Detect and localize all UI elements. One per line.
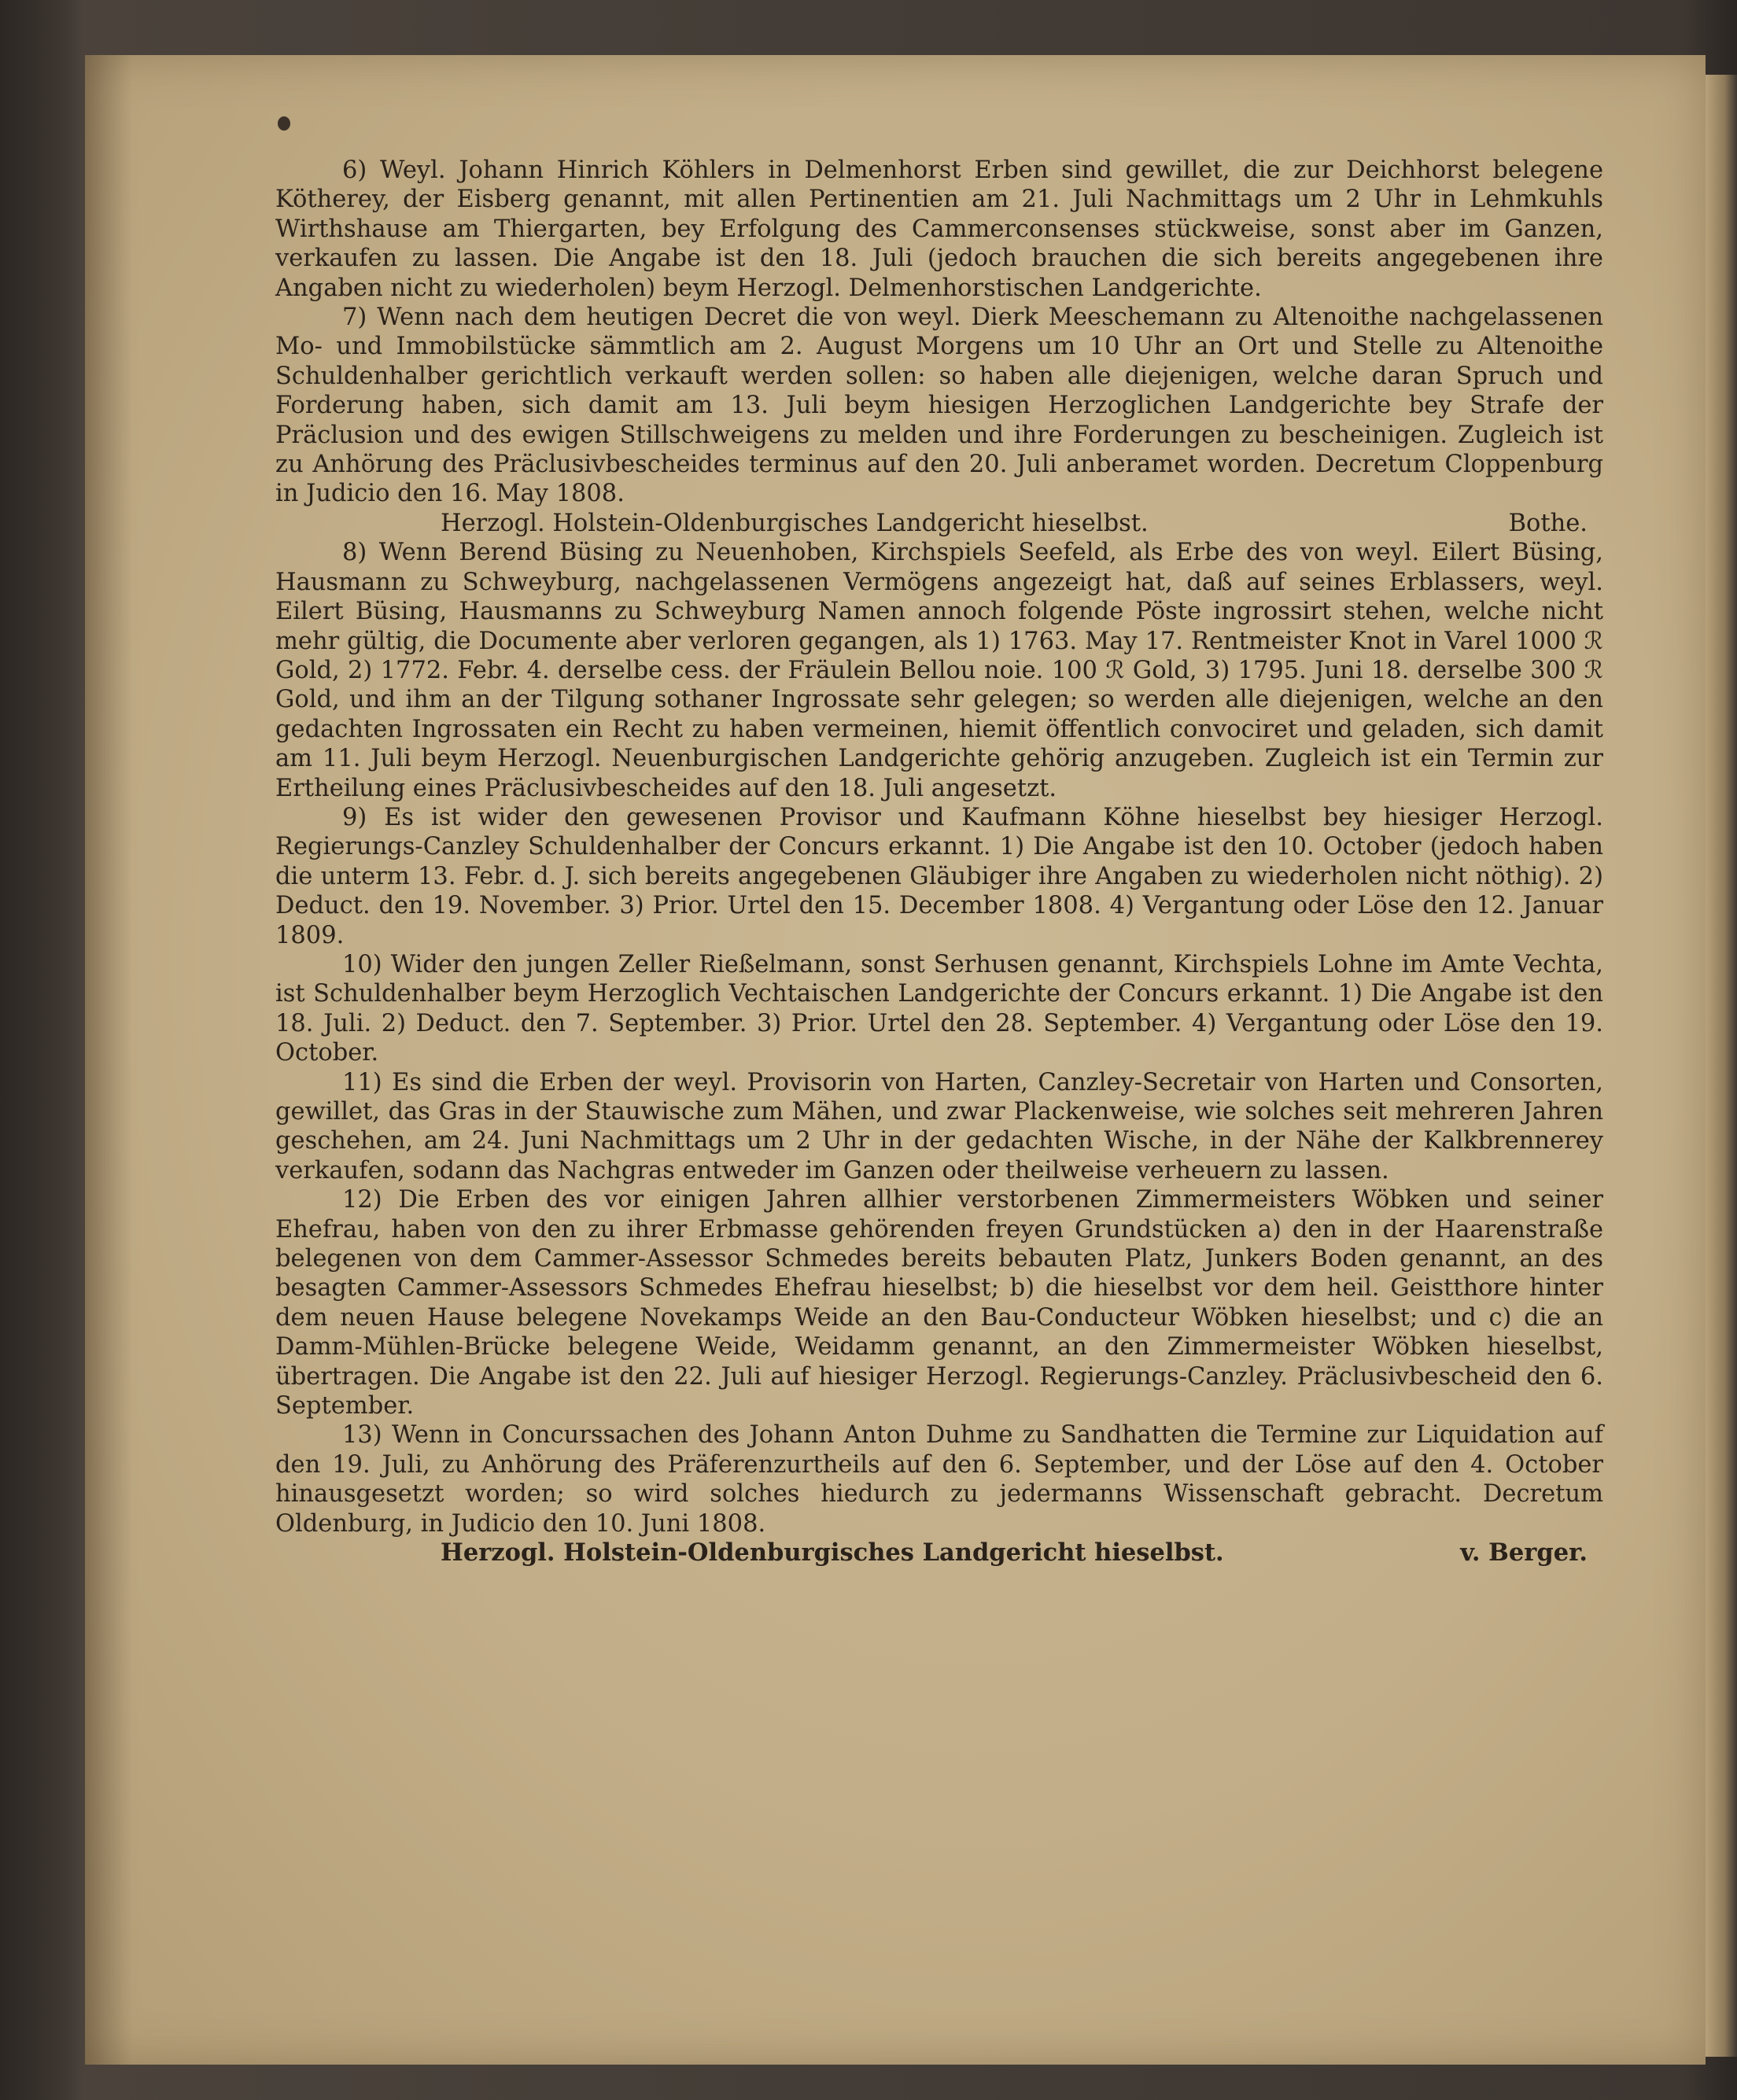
- paragraph-8: 8) Wenn Berend Büsing zu Neuenhoben, Kirchspiels Seefeld, als Erbe des von weyl. Eilert Büsing, Hausmann zu Schweyburg, nachgelassenen Vermögens angezeigt hat, daß auf seines Erblassers, weyl. Eilert Büsing, Hausmanns zu Schweyburg Namen annoch folgende Pöste ingrossirt stehen, welche nicht mehr gültig, die Documente aber verloren gegangen, als 1) 1763. May 17. Rentmeister Knot in Varel 1000 ℛ Gold, 2) 1772. Febr. 4. derselbe cess. der Fräulein Bellou noie. 100 ℛ Gold, 3) 1795. Juni 18. derselbe 300 ℛ Gold, und ihm an der Tilgung sothaner Ingrossate sehr gelegen; so werden alle diejenigen, welche an den gedachten Ingrossaten ein Recht zu haben vermeinen, hiemit öffentlich convociret und geladen, sich damit am 11. Juli beym Herzogl. Neuenburgischen Landgerichte gehörig anzugeben. Zugleich ist ein Termin zur Ertheilung eines Präclusivbescheides auf den 18. Juli angesetzt.: [275, 539, 1603, 802]
- paragraph-10: 10) Wider den jungen Zeller Rießelmann, sonst Serhusen genannt, Kirchspiels Lohne im Amte Vechta, ist Schuldenhalber beym Herzoglich Vechtaischen Landgerichte der Concurs erkannt. 1) Die Angabe ist den 18. Juli. 2) Deduct. den 7. September. 3) Prior. Urtel den 28. September. 4) Vergantung oder Löse den 19. October.: [275, 950, 1603, 1067]
- page-text: [275, 156, 1603, 1568]
- paragraph-7: 7) Wenn nach dem heutigen Decret die von weyl. Dierk Meeschemann zu Altenoithe nachgelassenen Mo- und Immobilstücke sämmtlich am 2. August Morgens um 10 Uhr an Ort und Stelle zu Altenoithe Schuldenhalber gerichtlich verkauft werden sollen: so haben alle diejenigen, welche daran Spruch und Forderung haben, sich damit am 13. Juli beym hiesigen Herzoglichen Landgerichte bey Strafe der Präclusion und des ewigen Stillschweigens zu melden und ihre Forderungen zu bescheinigen. Zugleich ist zu Anhörung des Präclusivbescheides terminus auf den 20. Juli anberamet worden. Decretum Cloppenburg in Judicio den 16. May 1808.: [275, 304, 1603, 508]
- paragraph-12: 12) Die Erben des vor einigen Jahren allhier verstorbenen Zimmermeisters Wöbken und seiner Ehefrau, haben von den zu ihrer Erbmasse gehörenden freyen Grundstücken a) den in der Haarenstraße belegenen von dem Cammer-Assessor Schmedes bereits bebauten Platz, Junkers Boden genannt, an des besagten Cammer-Assessors Schmedes Ehefrau hieselbst; b) die hieselbst vor dem heil. Geistthore hinter dem neuen Hause belegene Novekamps Weide an den Bau-Conducteur Wöbken hieselbst; und c) die an Damm-Mühlen-Brücke belegene Weide, Weidamm genannt, an den Zimmermeister Wöbken hieselbst, übertragen. Die Angabe ist den 22. Juli auf hiesiger Herzogl. Regierungs-Canzley. Präclusivbescheid den 6. September.: [275, 1186, 1603, 1420]
- paragraph-6: 6) Weyl. Johann Hinrich Köhlers in Delmenhorst Erben sind gewillet, die zur Deichhorst belegene Kötherey, der Eisberg genannt, mit allen Pertinentien am 21. Juli Nachmittags um 2 Uhr in Lehmkuhls Wirthshause am Thiergarten, bey Erfolgung des Cammerconsenses stückweise, sonst aber im Ganzen, verkaufen zu lassen. Die Angabe ist den 18. Juli (jedoch brauchen die sich bereits angegebenen ihre Angaben nicht zu wiederholen) beym Herzogl. Delmenhorstischen Landgerichte.: [275, 157, 1603, 302]
- signer-name: v. Berger.: [1460, 1538, 1588, 1568]
- signer-name: Bothe.: [1508, 509, 1588, 537]
- paragraph-9: 9) Es ist wider den gewesenen Provisor und Kaufmann Köhne hieselbst bey hiesiger Herzogl. Regierungs-Canzley Schuldenhalber der Concurs erkannt. 1) Die Angabe ist den 10. October (jedoch haben die unterm 13. Febr. d. J. sich bereits angegebenen Gläubiger ihre Angaben zu wiederholen nicht nöthig). 2) Deduct. den 19. November. 3) Prior. Urtel den 15. December 1808. 4) Vergantung oder Löse den 12. Januar 1809.: [275, 803, 1603, 949]
- page-gutter-shadow: [85, 55, 132, 2065]
- paragraph-11: 11) Es sind die Erben der weyl. Provisorin von Harten, Canzley-Secretair von Harten und Consorten, gewillet, das Gras in der Stauwische zum Mähen, und zwar Plackenweise, wie solches seit mehreren Jahren geschehen, am 24. Juni Nachmittags um 2 Uhr in der gedachten Wische, in der Nähe der Kalkbrennerey verkaufen, sodann das Nachgras entweder im Ganzen oder theilweise verheuern zu lassen.: [275, 1068, 1603, 1184]
- page-edge: [1706, 75, 1737, 2057]
- paragraph-13: 13) Wenn in Concurssachen des Johann Anton Duhme zu Sandhatten die Termine zur Liquidation auf den 19. Juli, zu Anhörung des Präferenzurtheils auf den 6. September, und der Löse auf den 4. October hinausgesetzt worden; so wird solches hiedurch zu jedermanns Wissenschaft gebracht. Decretum Oldenburg, in Judicio den 10. Juni 1808.: [275, 1421, 1603, 1538]
- signature-block-1: [275, 509, 1603, 538]
- court-name: Herzogl. Holstein-Oldenburgisches Landgericht hieselbst.: [441, 509, 1149, 537]
- ink-spot: [278, 116, 290, 131]
- signature-block-2: [275, 1538, 1603, 1568]
- court-name: Herzogl. Holstein-Oldenburgisches Landgericht hieselbst.: [441, 1538, 1224, 1568]
